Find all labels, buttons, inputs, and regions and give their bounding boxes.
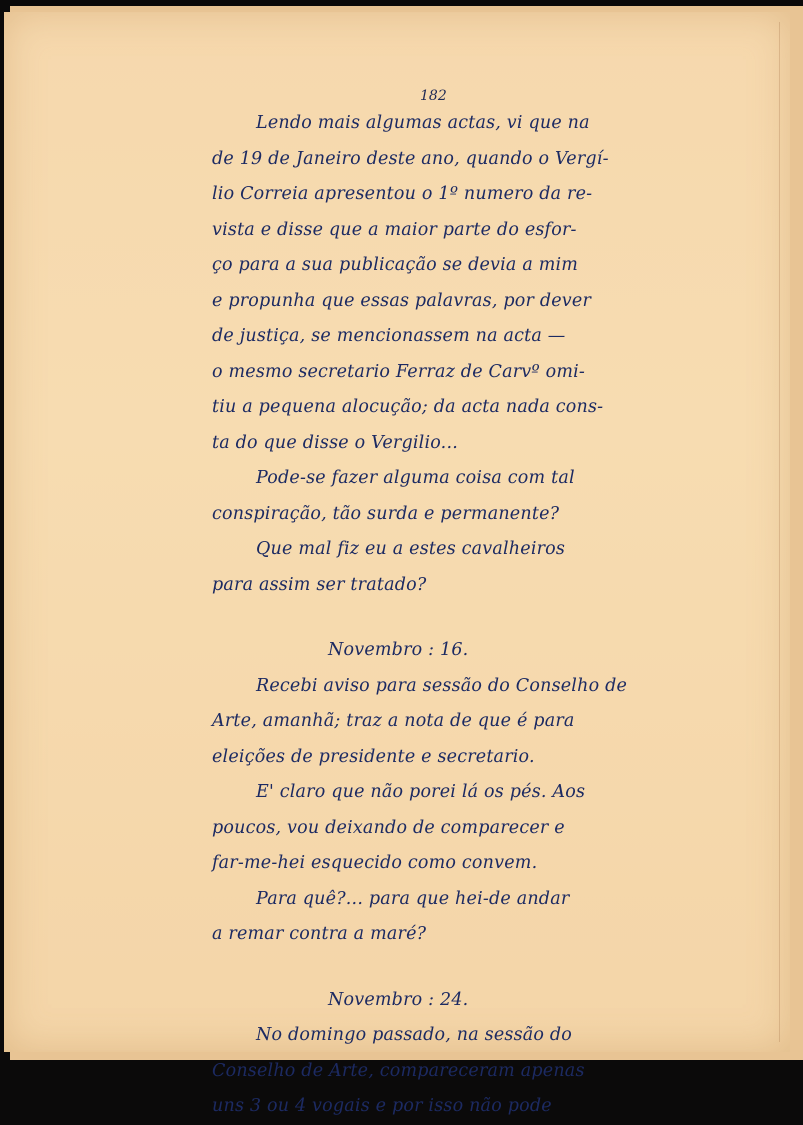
text-line: de justiça, se mencionassem na acta — bbox=[212, 326, 566, 346]
section-gap bbox=[212, 603, 692, 633]
text-line: Arte, amanhã; traz a nota de que é para bbox=[212, 711, 575, 731]
text-line: lio Correia apresentou o 1º numero da re- bbox=[212, 184, 593, 204]
text-line: Lendo mais algumas actas, vi que na bbox=[256, 113, 590, 133]
text-line: uns 3 ou 4 vogais e por isso não pode bbox=[212, 1096, 552, 1116]
text-line: conspiração, tão surda e permanente? bbox=[212, 503, 560, 524]
text-line: tiu a pequena alocução; da acta nada cons- bbox=[212, 397, 604, 417]
text-line: Para quê?... para que hei-de andar bbox=[256, 888, 570, 909]
text-line: E' claro que não porei lá os pés. Aos bbox=[256, 782, 586, 802]
entry-heading: Novembro : 16. bbox=[328, 640, 469, 660]
text-line: de 19 de Janeiro deste ano, quando o Vergí- bbox=[212, 148, 609, 169]
text-line: a remar contra a maré? bbox=[212, 924, 427, 944]
text-line: para assim ser tratado? bbox=[212, 574, 427, 595]
text-line: vista e disse que a maior parte do esfor- bbox=[212, 219, 577, 240]
text-line: far-me-hei esquecido como convem. bbox=[212, 853, 538, 873]
page-fold-line bbox=[779, 22, 780, 1042]
text-line: Pode-se fazer alguma coisa com tal bbox=[256, 468, 575, 488]
text-line: No domingo passado, na sessão do bbox=[256, 1025, 573, 1045]
text-line: Que mal fiz eu a estes cavalheiros bbox=[256, 539, 566, 559]
text-line: poucos, vou deixando de comparecer e bbox=[212, 817, 565, 838]
text-line: eleições de presidente e secretario. bbox=[212, 746, 535, 767]
section-gap bbox=[212, 953, 692, 983]
text-line: ta do que disse o Vergilio... bbox=[212, 432, 458, 453]
text-line: o mesmo secretario Ferraz de Carvº omi- bbox=[212, 361, 586, 382]
text-line: e propunha que essas palavras, por dever bbox=[212, 290, 592, 311]
handwritten-text bbox=[212, 106, 692, 1125]
page-number: 182 bbox=[420, 88, 447, 104]
text-line: Recebi aviso para sessão do Conselho de bbox=[256, 675, 628, 696]
text-line: Conselho de Arte, compareceram apenas bbox=[212, 1060, 585, 1081]
entry-heading: Novembro : 24. bbox=[328, 989, 469, 1010]
text-line: ço para a sua publicação se devia a mim bbox=[212, 255, 579, 275]
